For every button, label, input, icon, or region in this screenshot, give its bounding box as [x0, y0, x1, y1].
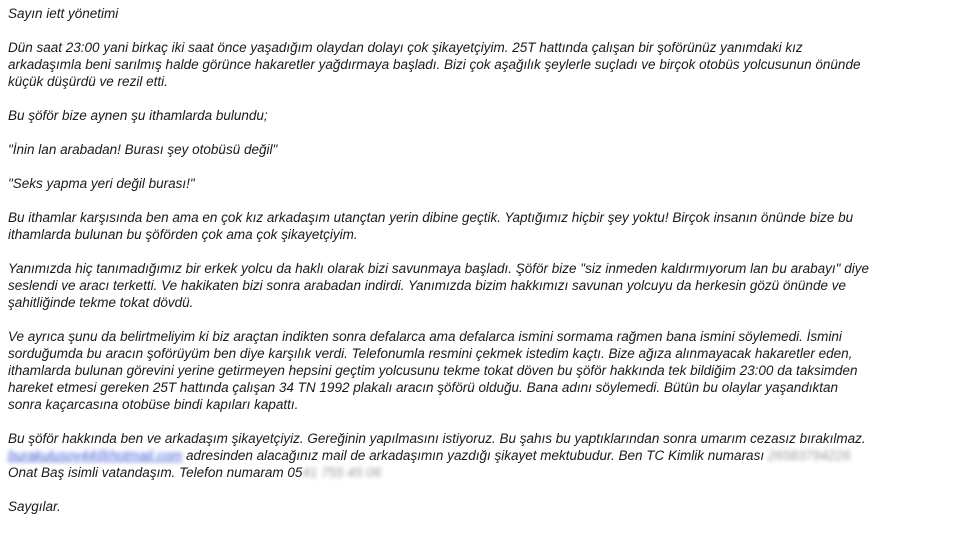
paragraph-line: şahitliğinde tekme tokat dövdü.	[8, 295, 194, 310]
paragraph-line: ithamlarda bulunan görevini yerine getirmeyen hepsini geçtim yolcusunu tekme tokat döven bu şöför hakkında tek bildiğim 23:00 da taksimden	[8, 363, 858, 378]
paragraph-line-email	[8, 447, 953, 464]
paragraph-line: Dün saat 23:00 yani birkaç iki saat önce yaşadığım olaydan dolayı çok şikayetçiyim. 25T hattında çalışan bir şoförünüz yanımdaki kız	[8, 40, 803, 55]
paragraph-embarrassment	[8, 209, 953, 243]
paragraph-line: sonra kaçarcasına otobüse bindi kapıları kapattı.	[8, 397, 299, 412]
paragraph-line: arkadaşımla beni sarılmış halde görünce hakaretler yağdırmaya başladı. Bizi çok aşağılık şeylerle suçladı ve birçok otobüs yolcusunun önünde	[8, 57, 861, 72]
redacted-email-link[interactable]: burakulusoy44@hotmail.com	[8, 448, 183, 463]
complaint-letter	[8, 5, 953, 532]
paragraph-line: Ve ayrıca şunu da belirtmeliyim ki biz araçtan indikten sonra defalarca ama defalarca ismini sormama rağmen bana ismini söylemedi. İsmini	[8, 329, 842, 344]
phone-intro-text: Onat Baş isimli vatandaşım. Telefon numaram 05	[8, 465, 303, 480]
paragraph-line: küçük düşürdü ve rezil etti.	[8, 74, 168, 89]
paragraph-line: sorduğumda bu aracın şoförüyüm ben diye karşılık verdi. Telefonumla resmini çekmek istedim kaçtı. Bize ağıza alınmayacak hakaretler eden,	[8, 346, 853, 361]
closing-salutation: Saygılar.	[8, 499, 61, 514]
redacted-tc-number: 26583794226	[767, 448, 851, 463]
paragraph-line: Bu şöför hakkında ben ve arkadaşım şikayetçiyiz. Gereğinin yapılmasını istiyoruz. Bu şahıs bu yaptıklarından sonra umarım cezasız bırakılmaz.	[8, 431, 866, 446]
greeting: Sayın iett yönetimi	[8, 6, 119, 21]
quote-first: "İnin lan arabadan! Burası şey otobüsü değil"	[8, 142, 278, 157]
paragraph-passenger-defense	[8, 260, 953, 311]
paragraph-formal-complaint	[8, 430, 953, 481]
paragraph-line: hareket etmesi gereken 25T hattında çalışan 34 TN 1992 plakalı aracın şöförü olduğu. Bana adını söylemedi. Bütün bu olaylar yaşandıktan	[8, 380, 839, 395]
paragraph-driver-details	[8, 328, 953, 413]
quote-second: "Seks yapma yeri değil burası!"	[8, 176, 195, 191]
paragraph-line-phone	[8, 464, 953, 481]
paragraph-incident	[8, 39, 953, 90]
paragraph-line: Bu ithamlar karşısında ben ama en çok kız arkadaşım utançtan yerin dibine geçtik. Yaptığımız hiçbir şey yoktu! Birçok insanın önünde bize bu	[8, 210, 854, 225]
paragraph-accusation-intro: Bu şöför bize aynen şu ithamlarda bulundu;	[8, 108, 268, 123]
paragraph-line: Yanımızda hiç tanımadığımız bir erkek yolcu da haklı olarak bizi savunmaya başladı. Şöför bize "siz inmeden kaldırmıyorum lan bu arabayı" diye	[8, 261, 869, 276]
paragraph-line: ithamlarda bulunan bu şöförden çok ama çok şikayetçiyim.	[8, 227, 358, 242]
paragraph-line: seslendi ve aracı terketti. Ve hakikaten bizi sonra arabadan indirdi. Yanımızda bizim hakkımızı savunan yolcuyu da herkesin gözü önünde ve	[8, 278, 846, 293]
redacted-phone-number: 41 755 45 06	[302, 465, 382, 480]
email-followup-text: adresinden alacağınız mail de arkadaşımın yazdığı şikayet mektubudur. Ben TC Kimlik numarası	[182, 448, 768, 463]
